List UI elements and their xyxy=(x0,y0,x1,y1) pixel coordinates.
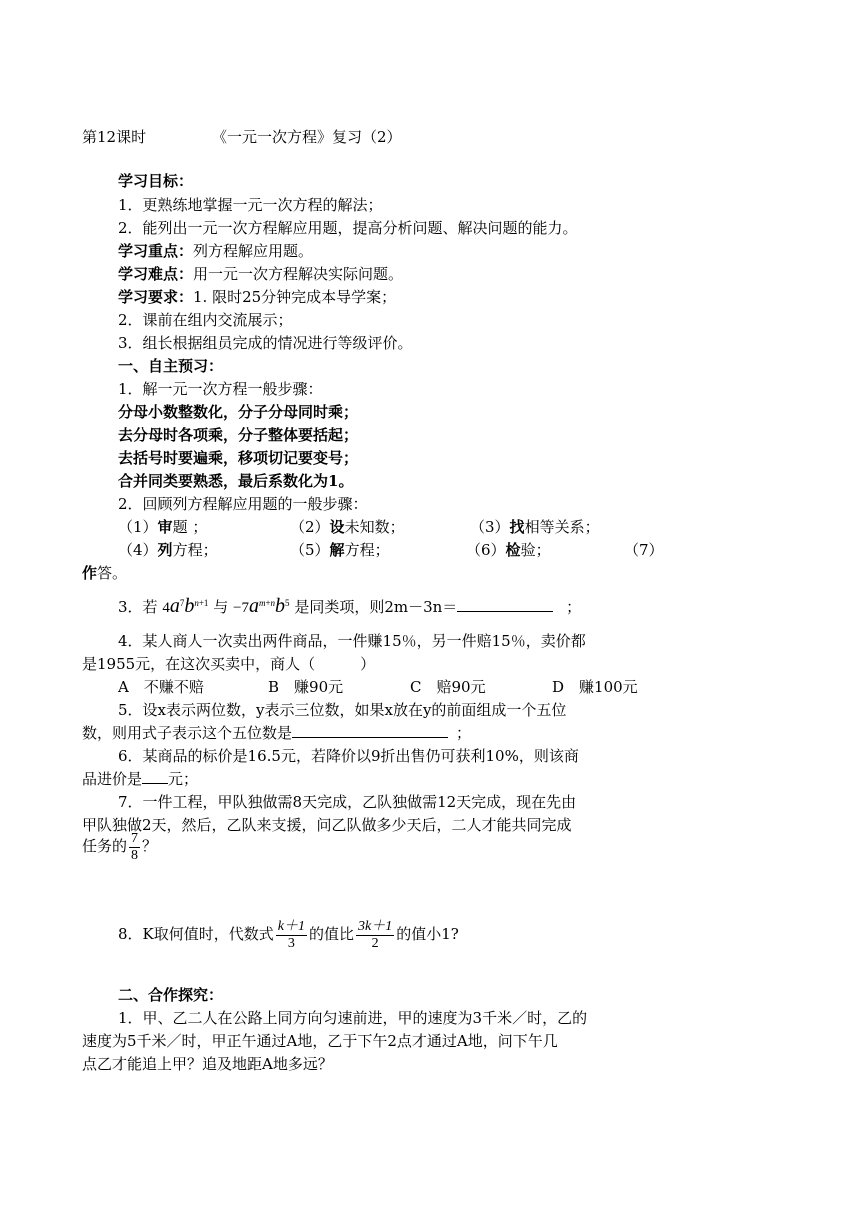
question-6-line: 品进价是 元； xyxy=(82,770,199,788)
question-5-line: 5．设x表示两位数，y表示三位数，如果x放在y的前面组成一个五位 xyxy=(118,701,567,719)
section2-heading: 二、合作探究： xyxy=(118,986,224,1004)
step-item: （6）检验； xyxy=(466,541,551,559)
question-3: 3．若 $4a^7b^{n+1}$ 与 $-7a^{m+n}b^5$ 是同类项，则2m－3n＝ ； xyxy=(118,595,582,617)
difficulty-text: 用一元一次方程解决实际问题。 xyxy=(193,265,404,283)
answer-blank[interactable] xyxy=(142,769,168,784)
focus-text: 列方程解应用题。 xyxy=(193,242,314,260)
question-8: 8．K取何值时，代数式 $\frac{k+1}{3}$ 的值比 $\frac{3k+1}{2}$ 的值小1? xyxy=(118,918,459,951)
requirement-item: 3．组长根据组员完成的情况进行等级评价。 xyxy=(118,334,413,352)
step-item: 作答。 xyxy=(82,564,128,582)
step-item: （2）设未知数； xyxy=(290,518,405,536)
option-d: D 赚100元 xyxy=(552,678,638,696)
rule-line: 去括号时要遍乘，移项切记要变号； xyxy=(118,449,359,467)
requirements-label: 学习要求： xyxy=(118,288,194,306)
question-7-line: 任务的 $\frac{7}{8}$ ？ xyxy=(82,830,158,863)
rule-line: 分母小数整数化，分子分母同时乘； xyxy=(118,403,359,421)
question-4-line: 是1955元，在这次买卖中，商人（ ） xyxy=(82,655,376,673)
fraction: $\frac{3k+1}{2}$ xyxy=(358,918,393,951)
rule-line: 去分母时各项乘，分子整体要括起； xyxy=(118,426,359,444)
step-item: （3）找相等关系； xyxy=(470,518,600,536)
question-7-line: 甲队独做2天，然后，乙队来支援，问乙队做多少天后，二人才能共同完成 xyxy=(82,816,572,834)
focus-label: 学习重点： xyxy=(118,242,194,260)
difficulty-line xyxy=(118,263,403,285)
lesson-title: 《一元一次方程》复习（2） xyxy=(212,128,402,146)
option-a: A 不赚不赔 xyxy=(118,678,204,696)
lesson-number: 第12课时 xyxy=(82,128,147,146)
question-6-line: 6．某商品的标价是16.5元，若降价以9折出售仍可获利10%，则该商 xyxy=(118,747,579,765)
question-4-line: 4．某人商人一次卖出两件商品，一件赚15％，另一件赔15％，卖价都 xyxy=(118,632,586,650)
section1-heading: 一、自主预习： xyxy=(118,357,224,375)
answer-blank[interactable] xyxy=(457,597,553,612)
section2-question-line: 1．甲、乙二人在公路上同方向匀速前进，甲的速度为3千米／时，乙的 xyxy=(118,1009,588,1027)
requirement-item: 2．课前在组内交流展示； xyxy=(118,311,293,329)
focus-line xyxy=(118,240,313,262)
question-7-line: 7．一件工程，甲队独做需8天完成，乙队独做需12天完成，现在先由 xyxy=(118,793,577,811)
answer-blank[interactable] xyxy=(292,723,448,738)
requirement-item: 1. 限时25分钟完成本导学案； xyxy=(193,288,397,306)
goals-heading: 学习目标： xyxy=(118,172,194,190)
fraction: $\frac{k+1}{3}$ xyxy=(277,918,305,951)
step-item: （5）解方程； xyxy=(290,541,390,559)
question-1: 1．解一元一次方程一般步骤： xyxy=(118,380,323,398)
goal-item: 2．能列出一元一次方程解应用题，提高分析问题、解决问题的能力。 xyxy=(118,219,578,237)
goal-item: 1．更熟练地掌握一元一次方程的解法； xyxy=(118,196,383,214)
requirements-line xyxy=(118,286,396,308)
option-b: B 赚90元 xyxy=(268,678,344,696)
section2-question-line: 速度为5千米／时，甲正午通过A地，乙于下午2点才通过A地，问下午几 xyxy=(82,1032,558,1050)
term-1: $4a^7b^{n+1}$ xyxy=(162,595,209,617)
step-item: （7） xyxy=(624,541,664,559)
option-c: C 赔90元 xyxy=(410,678,486,696)
fraction: $\frac{7}{8}$ xyxy=(131,830,139,863)
term-2: $-7a^{m+n}b^5$ xyxy=(232,595,290,617)
question-2: 2．回顾列方程解应用题的一般步骤： xyxy=(118,495,368,513)
section2-question-line: 点乙才能追上甲？追及地距A地多远？ xyxy=(82,1055,333,1073)
difficulty-label: 学习难点： xyxy=(118,265,194,283)
step-item: （4）列方程； xyxy=(118,541,218,559)
rule-line: 合并同类要熟悉，最后系数化为1。 xyxy=(118,472,354,490)
step-item: （1）审题 ； xyxy=(118,518,208,536)
question-5-line: 数，则用式子表示这个五位数是 ； xyxy=(82,724,472,742)
